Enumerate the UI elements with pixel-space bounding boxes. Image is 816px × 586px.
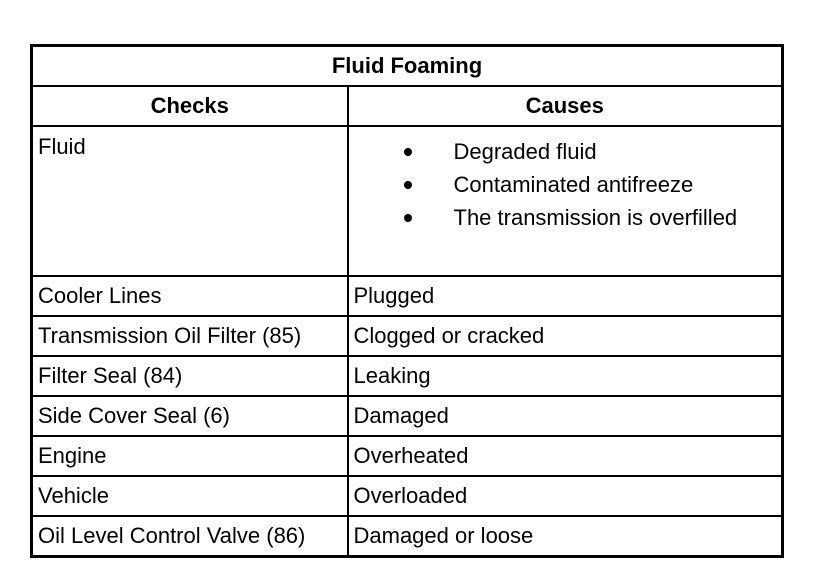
bullet-icon [404,214,412,222]
cause-bullet-list [349,127,782,238]
bullet-icon [404,148,412,156]
check-cell [32,276,348,316]
table-row-fluid [32,126,783,276]
check-cell [32,126,348,276]
table-row [32,316,783,356]
check-label: Filter Seal (84) [38,363,183,388]
table-row [32,516,783,557]
cause-list-item [349,172,782,205]
title-row [32,46,783,87]
cause-cell [348,316,783,356]
cause-label: Plugged [353,283,435,308]
cause-cell [348,396,783,436]
table-row [32,436,783,476]
cause-cell [348,356,783,396]
cause-label: Damaged [353,403,449,428]
check-cell [32,356,348,396]
check-label: Fluid [38,134,86,159]
check-cell [32,516,348,557]
cause-label: The transmission is overfilled [453,205,738,230]
cause-label: Degraded fluid [453,139,597,164]
table-row [32,356,783,396]
bullet-icon [404,181,412,189]
cause-list-item [349,205,782,238]
header-row [32,86,783,126]
table-title: Fluid Foaming [32,46,783,87]
check-label: Cooler Lines [38,283,162,308]
checks-header: Checks [32,86,348,126]
table-row [32,396,783,436]
cause-label: Damaged or loose [353,523,534,548]
check-label: Transmission Oil Filter (85) [38,323,302,348]
check-cell [32,396,348,436]
cause-label: Clogged or cracked [353,323,545,348]
cause-cell [348,516,783,557]
cause-cell [348,476,783,516]
check-cell [32,476,348,516]
cause-cell [348,436,783,476]
check-cell [32,436,348,476]
table-row [32,476,783,516]
check-label: Engine [38,443,107,468]
check-label: Oil Level Control Valve (86) [38,523,306,548]
table-row [32,276,783,316]
cause-label: Overloaded [353,483,468,508]
fluid-foaming-table [30,44,784,558]
check-label: Side Cover Seal (6) [38,403,230,428]
cause-label: Contaminated antifreeze [453,172,694,197]
check-cell [32,316,348,356]
cause-label: Leaking [353,363,431,388]
cause-cell [348,276,783,316]
cause-label: Overheated [353,443,469,468]
cause-cell [348,126,783,276]
check-label: Vehicle [38,483,109,508]
causes-header: Causes [348,86,783,126]
cause-list-item [349,139,782,172]
